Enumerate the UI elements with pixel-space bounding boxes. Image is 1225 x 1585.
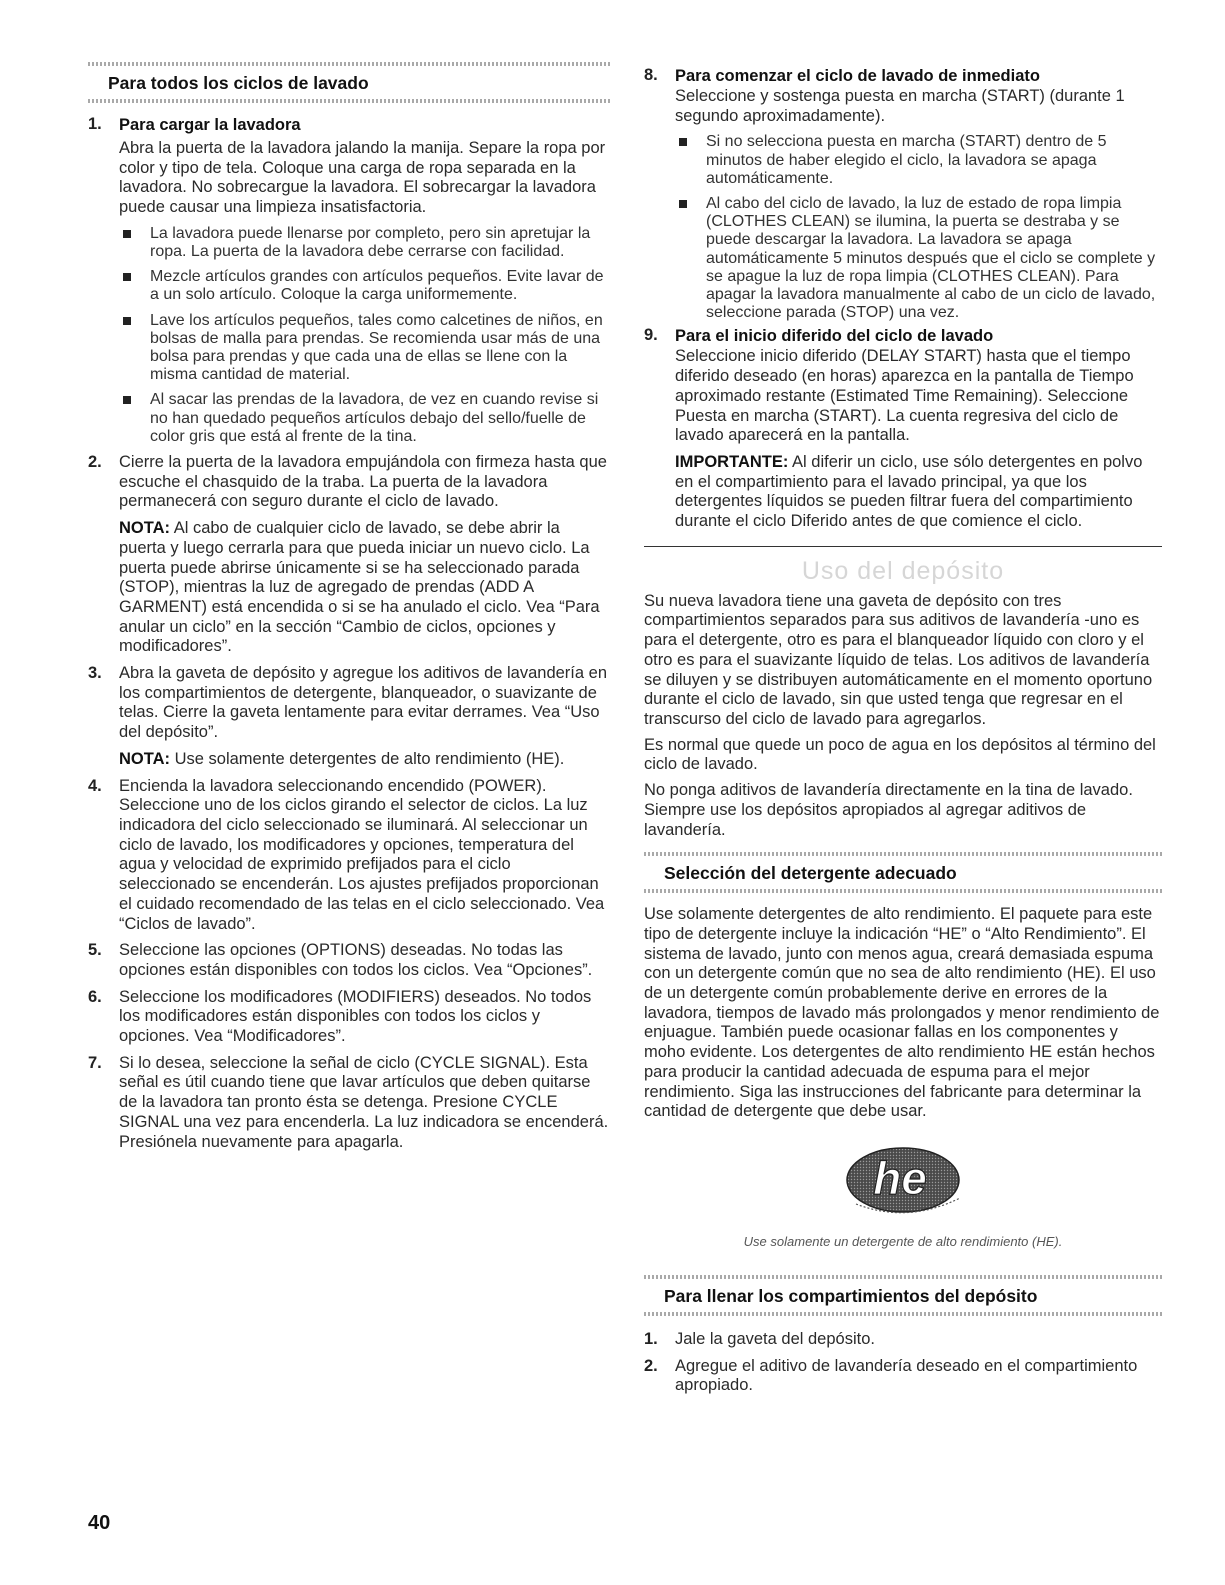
list-item: Mezcle artículos grandes con artículos pequeños. Evite lavar de a un solo artículo. Coloque la carga uniformemente.: [119, 268, 610, 304]
section-header-all-cycles: [88, 62, 610, 103]
step-5: [88, 941, 610, 980]
dotted-rule: [644, 852, 1162, 856]
step-9: [644, 326, 1162, 531]
step-2: [88, 453, 610, 657]
he-logo-graphic: [838, 1142, 968, 1220]
step-8: [644, 66, 1162, 322]
section-header-fill: [644, 1275, 1162, 1316]
step-text: Si lo desea, seleccione la señal de ciclo (CYCLE SIGNAL). Esta señal es útil cuando tiene que lavar artículos que deben quitarse de la lavadora tan pronto ésta se detenga. Presione CYCLE SIGNAL una vez para encenderla. La luz indicadora se encenderá. Presiónela nuevamente para apagarla.: [119, 1053, 609, 1151]
bullet-list: [675, 133, 1162, 322]
step-text: Seleccione inicio diferido (DELAY START) hasta que el tiempo diferido deseado (en horas) aparezca en la pantalla de Tiempo aproximado restante (Estimated Time Remaining). Seleccione Puesta en marcha (START). La cuenta regresiva del ciclo de lavado aparecerá en la pantalla.: [675, 347, 1134, 445]
note-label: NOTA:: [119, 749, 171, 768]
step-6: [88, 988, 610, 1047]
dotted-rule: [88, 62, 610, 66]
step-title: Para cargar la lavadora: [119, 116, 301, 134]
step-text: Jale la gaveta del depósito.: [675, 1329, 875, 1348]
section-title: Para todos los ciclos de lavado: [108, 73, 369, 93]
fill-step-1: [644, 1330, 1162, 1350]
step-7: [88, 1054, 610, 1153]
dispenser-section-title: Uso del depósito: [801, 556, 1005, 585]
section-title: Para llenar los compartimientos del depósito: [664, 1285, 1038, 1306]
step-number: 8.: [644, 66, 658, 84]
list-item: Al cabo del ciclo de lavado, la luz de estado de ropa limpia (CLOTHES CLEAN) se ilumina, la puerta se destraba y se puede descargar la lavadora. La lavadora se apaga automáticamente 5 minutos después que el ciclo se complete y se apague la luz de ropa limpia (CLOTHES CLEAN). Para apagar la lavadora manualmente al cabo de un ciclo de lavado, seleccione parada (STOP) una vez.: [675, 195, 1162, 322]
paragraph: Es normal que quede un poco de agua en los depósitos al término del ciclo de lavado.: [644, 735, 1156, 774]
step-text: Encienda la lavadora seleccionando encendido (POWER). Seleccione uno de los ciclos girando el selector de ciclos. La luz indicadora del ciclo seleccionado se iluminará. Al seleccionar un ciclo de lavado, los modificadores y opciones, temperatura del agua y velocidad de exprimido prefijados para el ciclo seleccionado se encenderán. Los ajustes prefijados proporcionan el cuidado recomendado de las telas en el ciclo seleccionado. Vea “Ciclos de lavado”.: [119, 776, 605, 933]
he-logo-text: he: [873, 1151, 927, 1204]
step-number: 6.: [88, 987, 102, 1006]
step-text: Cierre la puerta de la lavadora empujándola con firmeza hasta que escuche el chasquido de la traba. La puerta de la lavadora permanecerá con seguro durante el ciclo de lavado.: [119, 453, 607, 511]
step-text: Agregue el aditivo de lavandería deseado en el compartimiento apropiado.: [675, 1356, 1138, 1395]
note-label: NOTA:: [119, 519, 171, 538]
step-number: 1.: [644, 1329, 658, 1348]
list-item: Si no selecciona puesta en marcha (START) dentro de 5 minutos de haber elegido el ciclo, la lavadora se apaga automáticamente.: [675, 133, 1162, 188]
step-number: 3.: [88, 664, 102, 683]
step-note: NOTA: Al cabo de cualquier ciclo de lavado, se debe abrir la puerta y luego cerrarla para que pueda iniciar un nuevo ciclo. La puerta puede abrirse únicamente si se ha seleccionado parada (STOP), mientras la luz de agregado de prendas (ADD A GARMENT) está encendida o si se ha anulado el ciclo. Vea “Para anular un ciclo” en la sección “Cambio de ciclos, opciones y modificadores”.: [119, 519, 600, 656]
he-logo-icon: [838, 1142, 968, 1220]
square-bullet-icon: [679, 138, 687, 146]
step-number: 4.: [88, 776, 102, 795]
paragraph: No ponga aditivos de lavandería directamente en la tina de lavado. Siempre use los depósitos apropiados al agregar aditivos de lavandería.: [644, 781, 1133, 839]
dotted-rule: [644, 889, 1162, 893]
step-3: [88, 664, 610, 770]
step-4: [88, 777, 610, 935]
step-text: Abra la puerta de la lavadora jalando la manija. Separe la ropa por color y tipo de tela. Coloque una carga de ropa separada en la lavadora. No sobrecargue la lavadora. El sobrecargar la lavadora puede causar una limpieza insatisfactoria.: [119, 139, 606, 217]
right-column: [644, 66, 1162, 1396]
fill-step-2: [644, 1357, 1162, 1396]
list-item: La lavadora puede llenarse por completo, pero sin apretujar la ropa. La puerta de la lavadora debe cerrarse con facilidad.: [119, 225, 610, 261]
step-number: 2.: [88, 453, 102, 472]
step-text: Seleccione los modificadores (MODIFIERS) deseados. No todos los modificadores están disponibles con todos los ciclos y opciones. Vea “Modificadores”.: [119, 987, 592, 1046]
square-bullet-icon: [123, 396, 131, 404]
step-number: 7.: [88, 1053, 102, 1072]
list-item: Al sacar las prendas de la lavadora, de vez en cuando revise si no han quedado pequeños artículos debajo del sello/fuelle de color gris que está al frente de la tina.: [119, 391, 610, 446]
square-bullet-icon: [679, 200, 687, 208]
section-header-detergent: [644, 852, 1162, 893]
step-title: Para el inicio diferido del ciclo de lavado: [675, 327, 994, 346]
page-number: 40: [88, 1512, 111, 1534]
dotted-rule: [644, 1275, 1162, 1279]
fill-steps-list: [644, 1330, 1162, 1396]
step-note: NOTA: Use solamente detergentes de alto rendimiento (HE).: [119, 749, 565, 768]
paragraph: Su nueva lavadora tiene una gaveta de depósito con tres compartimientos separados para sus aditivos de lavandería -uno es para el detergente, otro es para el blanqueador líquido con cloro y el otro es para el suavizante líquido de telas. Los aditivos de lavandería se diluyen y se distribuyen automáticamente en el momento oportuno durante el ciclo de lavado, sin que usted tenga que regresar en el transcurso del ciclo de lavado para agregarlos.: [644, 591, 1153, 728]
square-bullet-icon: [123, 273, 131, 281]
square-bullet-icon: [123, 317, 131, 325]
step-note: IMPORTANTE: Al diferir un ciclo, use sólo detergentes en polvo en el compartimiento para el lavado principal, ya que los detergentes líquidos se pueden filtrar fuera del compartimiento durante el ciclo Diferido antes de que comience el ciclo.: [675, 452, 1143, 531]
detergent-text: Use solamente detergentes de alto rendimiento. El paquete para este tipo de detergente incluye la indicación “HE” o “Alto Rendimiento”. El sistema de lavado, junto con menos agua, creará demasiada espuma con un detergente común que no sea de alto rendimiento (HE). El uso de un detergente común probablemente derive en errores de la lavadora, tiempos de lavado más prolongados y menor rendimiento de enjuague. También puede ocasionar fallas en los componentes y moho evidente. Los detergentes de alto rendimiento HE están hechos para producir la cantidad adecuada de espuma para el mejor rendimiento. Siga las instrucciones del fabricante para determinar la cantidad de detergente que debe usar.: [644, 905, 1160, 1121]
dotted-rule: [88, 99, 610, 103]
step-1: [88, 115, 610, 446]
section-title: Selección del detergente adecuado: [664, 863, 957, 884]
step-number: 5.: [88, 941, 102, 960]
step-number: 9.: [644, 326, 658, 345]
logo-caption: Use solamente un detergente de alto rendimiento (HE).: [743, 1233, 1063, 1249]
dotted-rule: [644, 1312, 1162, 1316]
list-item: Lave los artículos pequeños, tales como calcetines de niños, en bolsas de malla para prendas. Se recomienda usar más de una bolsa para prendas y que cada una de ellas se llene con la misma cantidad de material.: [119, 312, 610, 385]
step-number: 1.: [88, 115, 102, 133]
left-column: [88, 62, 610, 1152]
bullet-list: [119, 225, 610, 446]
step-text: Seleccione y sostenga puesta en marcha (START) (durante 1 segundo aproximadamente).: [675, 87, 1125, 125]
step-text: Abra la gaveta de depósito y agregue los aditivos de lavandería en los compartimientos de detergente, blanqueador, o suavizante de telas. Cierre la gaveta lentamente para evitar derrames. Vea “Uso del depósito”.: [119, 664, 607, 742]
dispenser-section: [644, 557, 1162, 840]
step-number: 2.: [644, 1356, 658, 1375]
step-text: Seleccione las opciones (OPTIONS) deseadas. No todas las opciones están disponibles con todos los ciclos. Vea “Opciones”.: [119, 941, 593, 979]
square-bullet-icon: [123, 230, 131, 238]
steps-list: [644, 66, 1162, 532]
horizontal-rule: [644, 546, 1162, 547]
step-title: Para comenzar el ciclo de lavado de inmediato: [675, 67, 1040, 85]
important-label: IMPORTANTE:: [675, 452, 789, 471]
steps-list: [88, 115, 610, 1152]
